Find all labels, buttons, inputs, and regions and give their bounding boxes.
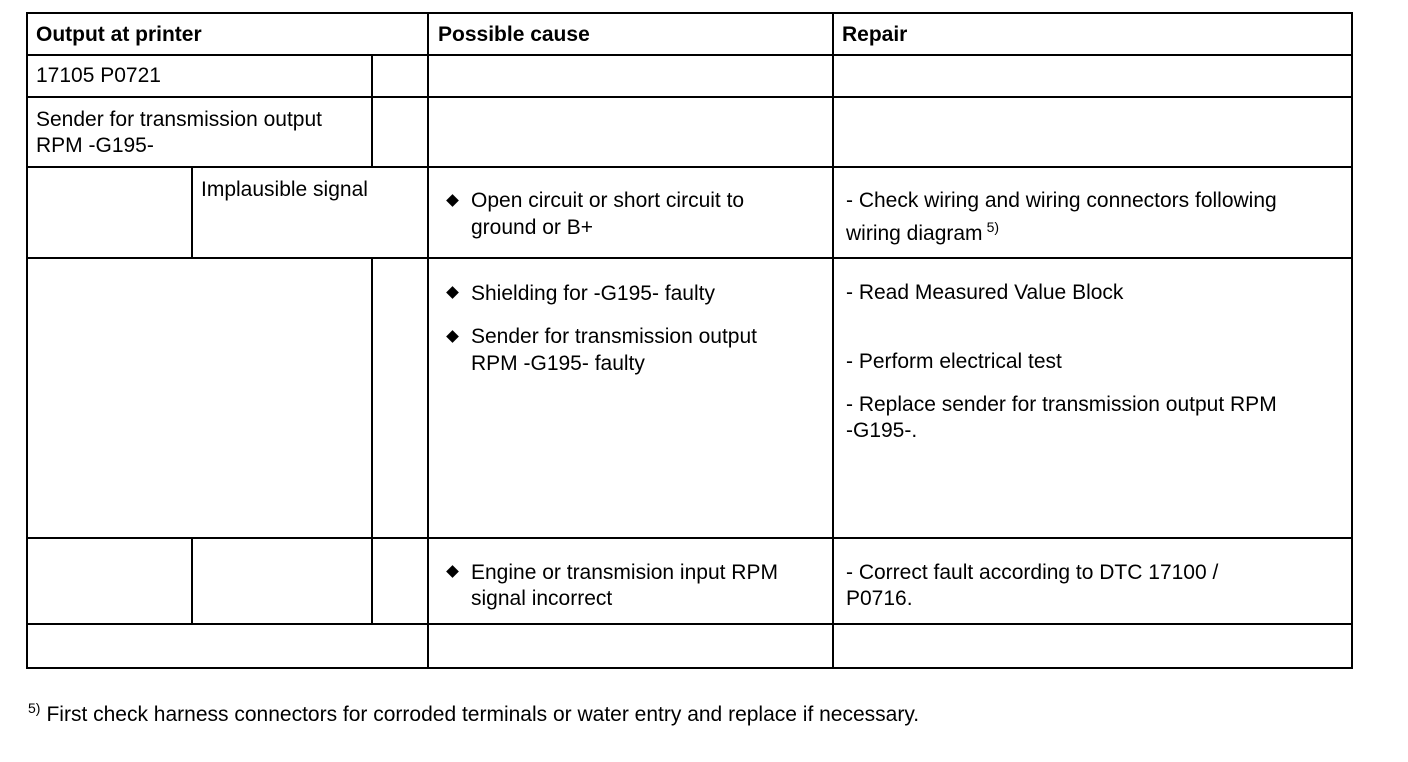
header-possible-cause: Possible cause — [438, 23, 590, 46]
footnote-text: First check harness connectors for corroded terminals or water entry and replace if necessary. — [46, 703, 920, 726]
fault-code: 17105 P0721 — [36, 64, 161, 87]
repair-correct-fault-line2: P0716. — [846, 587, 913, 610]
cause-sender-faulty-line1: Sender for transmission output — [471, 325, 757, 348]
cause-open-circuit-line1: Open circuit or short circuit to — [471, 189, 745, 212]
component-name-line2: RPM -G195- — [36, 134, 154, 157]
fault-type: Implausible signal — [201, 178, 368, 201]
cause-open-circuit-line2: ground or B+ — [471, 216, 594, 239]
cause-engine-rpm-line2: signal incorrect — [471, 587, 613, 610]
repair-check-wiring-line2 — [846, 221, 999, 248]
footnote — [28, 700, 919, 731]
header-repair: Repair — [842, 23, 908, 46]
cause-sender-faulty-line2: RPM -G195- faulty — [471, 352, 645, 375]
repair-replace-sender-line1: - Replace sender for transmission output RPM — [846, 393, 1277, 416]
repair-check-wiring-text: wiring diagram — [846, 222, 983, 245]
component-name-line1: Sender for transmission output — [36, 108, 322, 131]
repair-correct-fault-line1: - Correct fault according to DTC 17100 / — [846, 561, 1219, 584]
footnote-mark: 5) — [28, 700, 41, 716]
repair-electrical-test: - Perform electrical test — [846, 350, 1062, 373]
header-output-at-printer: Output at printer — [36, 23, 202, 46]
repair-check-wiring-line1: - Check wiring and wiring connectors following — [846, 189, 1277, 212]
repair-read-mvb: - Read Measured Value Block — [846, 281, 1124, 304]
cause-shielding: Shielding for -G195- faulty — [471, 282, 715, 305]
repair-replace-sender-line2: -G195-. — [846, 419, 918, 442]
cause-engine-rpm-line1: Engine or transmision input RPM — [471, 561, 778, 584]
footnote-ref: 5) — [986, 219, 1000, 235]
